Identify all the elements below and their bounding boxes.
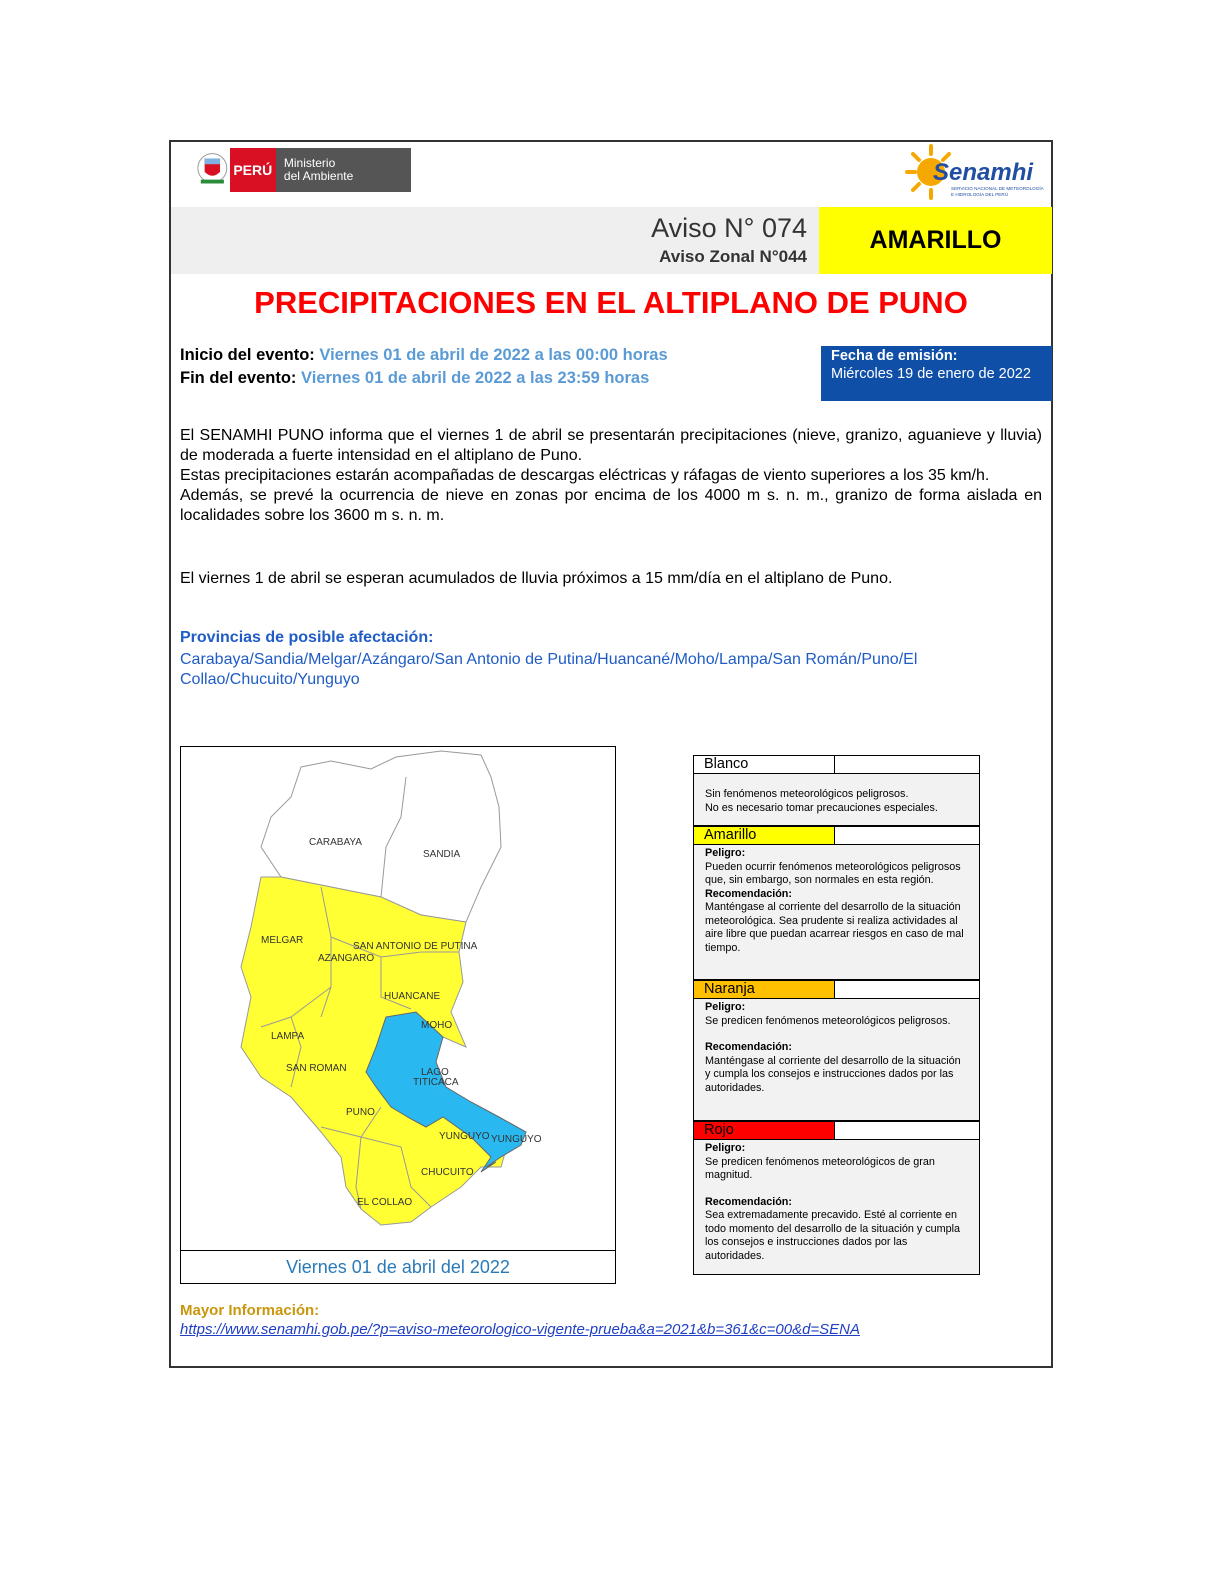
map-date-caption: Viernes 01 de abril del 2022: [181, 1250, 615, 1283]
event-start: [180, 346, 668, 365]
notice-title: PRECIPITACIONES EN EL ALTIPLANO DE PUNO: [254, 285, 968, 320]
legend-amarillo-header: [693, 826, 980, 845]
map-label-putina: SAN ANTONIO DE PUTINA: [353, 941, 478, 952]
legend-rojo-header: [693, 1121, 980, 1140]
map-label-carabaya: CARABAYA: [309, 837, 362, 848]
legend-rojo-label: Rojo: [693, 1121, 835, 1140]
map-label-lampa: LAMPA: [271, 1031, 305, 1042]
legend-naranja-label: Naranja: [693, 980, 835, 999]
legend-blanco-label: Blanco: [693, 755, 835, 774]
body-paragraph-2: Estas precipitaciones estarán acompañadas de descargas eléctricas y ráfagas de viento superiores a los 35 km/h.: [180, 467, 990, 484]
map-label-moho: MOHO: [421, 1020, 453, 1031]
ministry-label: [276, 148, 411, 192]
event-end-label: Fin del evento:: [180, 369, 297, 387]
alert-legend: [693, 755, 980, 1275]
senamhi-name: Senamhi: [933, 159, 1034, 186]
event-end: [180, 369, 649, 388]
aviso-number: Aviso N° 074: [651, 213, 807, 243]
body-paragraph-1: El SENAMHI PUNO informa que el viernes 1 de abril se presentarán precipitaciones (nieve, granizo, aguanieve y lluvia) de moderada a fuerte intensidad en el altiplano de Puno.: [180, 427, 1042, 464]
map-label-yunguyo-2: YUNGUYO: [491, 1134, 542, 1145]
legend-amarillo-body: Peligro: Pueden ocurrir fenómenos meteorológicos peligrosos que, sin embargo, son normales en esta región. Recomendación: Manténgase al corriente del desarrollo de la situación meteorológica. Sea prudente si realiza actividades al aire libre que puedan acarrear riesgos en caso de mal tiempo.: [693, 845, 980, 980]
map-label-chucuito: CHUCUITO: [421, 1167, 474, 1178]
more-info-label: Mayor Información:: [180, 1302, 320, 1319]
map-label-huancane: HUANCANE: [384, 991, 441, 1002]
more-info-link[interactable]: https://www.senamhi.gob.pe/?p=aviso-meteorologico-vigente-prueba&a=2021&b=361&c=00&d=SENA: [180, 1321, 861, 1338]
alert-level-badge: AMARILLO: [819, 207, 1052, 274]
provinces-list: Carabaya/Sandia/Melgar/Azángaro/San Antonio de Putina/Huancané/Moho/Lampa/San Román/Puno/El Collao/Chucuito/Yunguyo: [180, 651, 918, 688]
map-label-elcollao: EL COLLAO: [357, 1197, 413, 1208]
emission-label: Fecha de emisión:: [831, 348, 958, 364]
legend-naranja-body: Peligro: Se predicen fenómenos meteorológicos peligrosos. Recomendación: Manténgase al corriente del desarrollo de la situación y cumpla los consejos e instrucciones dados por las autoridades.: [693, 999, 980, 1121]
senamhi-subtitle-2: E HIDROLOGÍA DEL PERÚ: [951, 192, 1009, 197]
peru-label: PERÚ: [230, 148, 276, 192]
notice-body: [180, 426, 1042, 526]
senamhi-logo: [905, 142, 1051, 204]
legend-blanco-header: [693, 755, 980, 774]
map-label-puno: PUNO: [346, 1107, 375, 1118]
legend-rojo-body: Peligro: Se predicen fenómenos meteorológicos de gran magnitud. Recomendación: Sea extremadamente precavido. Esté al corriente en todo momento del desarrollo de la situación y cumpla los consejos e instrucciones dados por las autoridades.: [693, 1140, 980, 1275]
event-start-value: Viernes 01 de abril de 2022 a las 00:00 horas: [319, 346, 668, 364]
legend-blanco-body: Sin fenómenos meteorológicos peligrosos. No es necesario tomar precauciones especiales.: [693, 774, 980, 826]
map-label-titicaca: TITICACA: [413, 1077, 459, 1088]
ministry-line-1: Ministerio: [283, 156, 336, 170]
rain-accumulation-text: El viernes 1 de abril se esperan acumulados de lluvia próximos a 15 mm/día en el altiplano de Puno.: [180, 570, 893, 587]
body-paragraph-3: Además, se prevé la ocurrencia de nieve en zonas por encima de los 4000 m s. n. m., granizo de forma aislada en localidades sobre los 3600 m s. n. m.: [180, 487, 1042, 524]
puno-map: [180, 746, 616, 1284]
legend-naranja-header: [693, 980, 980, 999]
provinces-title: Provincias de posible afectación:: [180, 629, 434, 646]
event-start-label: Inicio del evento:: [180, 346, 315, 364]
emission-date-box: [821, 346, 1052, 401]
map-drawing: [181, 747, 614, 1250]
map-label-melgar: MELGAR: [261, 935, 304, 946]
ministry-line-2: del Ambiente: [283, 169, 354, 183]
map-label-azangaro: AZANGARO: [318, 953, 375, 964]
peru-coat-of-arms-icon: [195, 148, 230, 192]
aviso-zonal: Aviso Zonal N°044: [659, 247, 807, 266]
senamhi-subtitle-1: SERVICIO NACIONAL DE METEOROLOGÍA: [951, 186, 1044, 191]
event-end-value: Viernes 01 de abril de 2022 a las 23:59 horas: [301, 369, 650, 387]
map-label-yunguyo: YUNGUYO: [439, 1131, 490, 1142]
map-label-sanroman: SAN ROMAN: [286, 1063, 347, 1074]
map-label-lago: LAGO: [421, 1067, 449, 1078]
government-logo: [195, 148, 411, 192]
map-label-sandia: SANDIA: [423, 849, 461, 860]
title-band: [171, 207, 819, 274]
emission-value: Miércoles 19 de enero de 2022: [831, 366, 1031, 382]
legend-amarillo-label: Amarillo: [693, 826, 835, 845]
